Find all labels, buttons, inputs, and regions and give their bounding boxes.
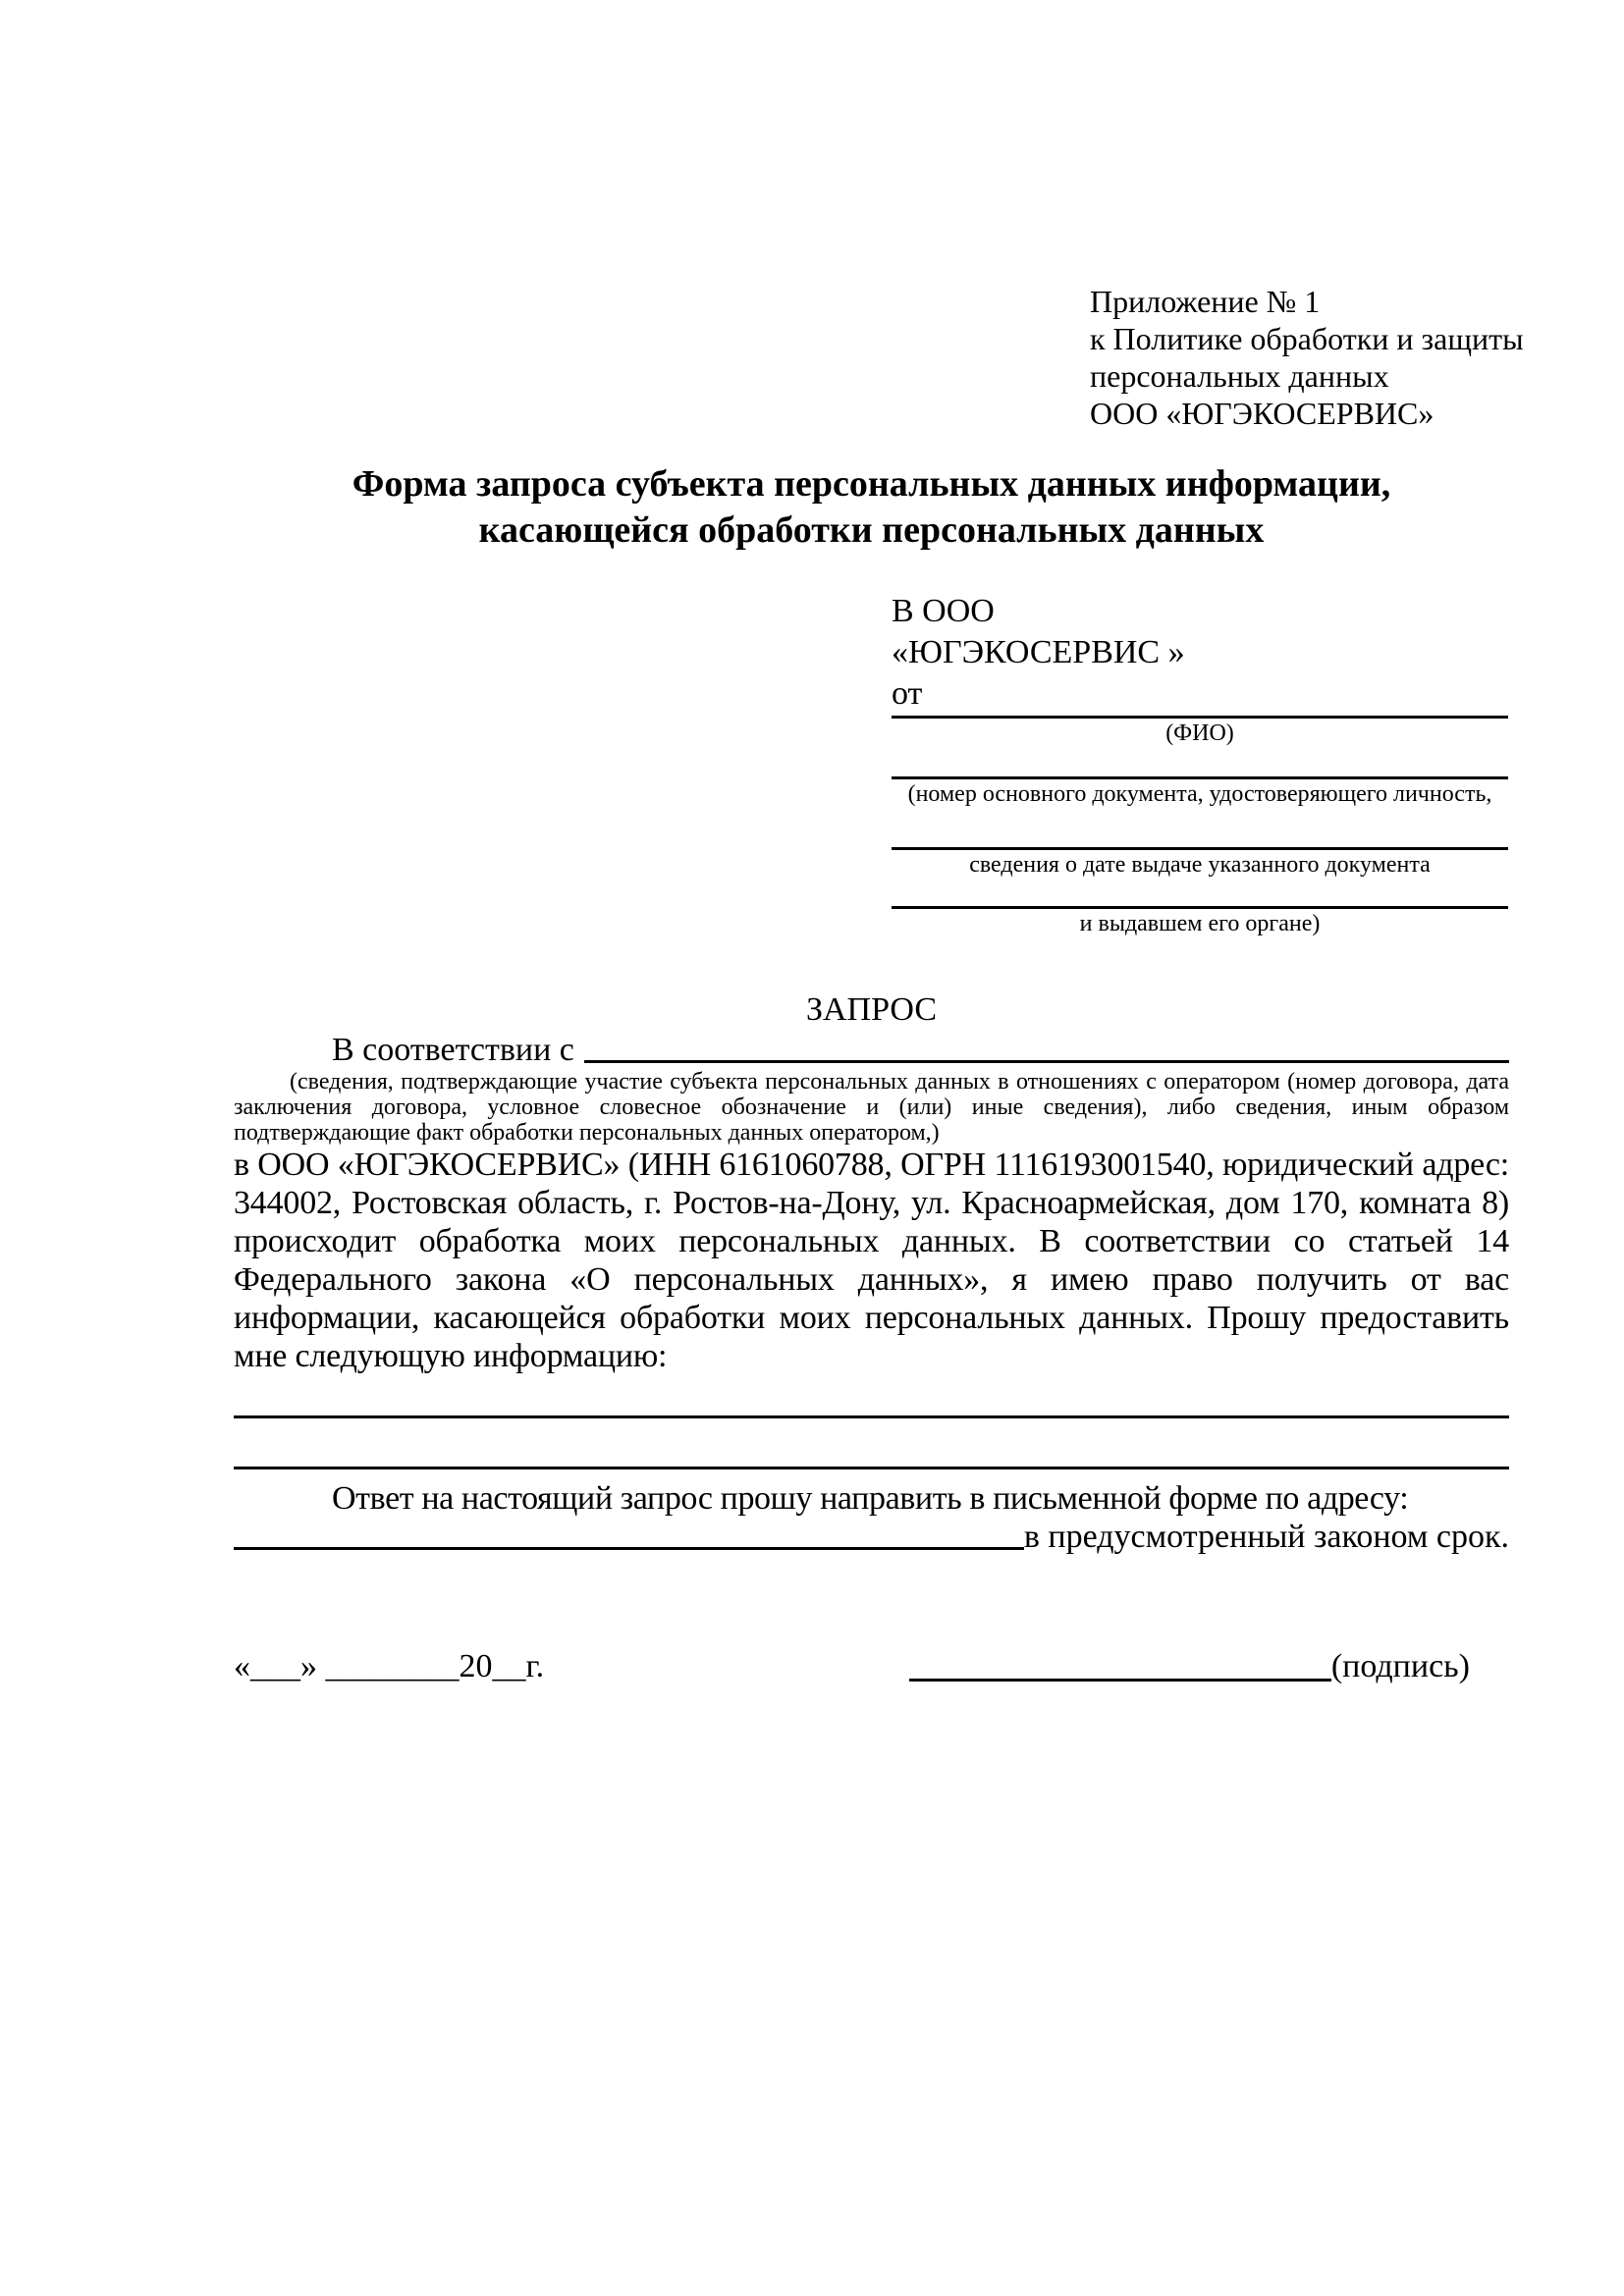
document-title-line-1: Форма запроса субъекта персональных данных информации, bbox=[352, 463, 1391, 505]
fio-caption: (ФИО) bbox=[1165, 721, 1234, 746]
footer-row bbox=[234, 1646, 1509, 1687]
date-field: «___» ________20__г. bbox=[234, 1648, 545, 1684]
response-suffix: в предусмотренный законом срок. bbox=[1023, 1519, 1509, 1555]
appendix-line-2: к Политике обработки и защиты bbox=[1090, 321, 1524, 356]
information-fill-line-2 bbox=[234, 1418, 1509, 1469]
document-title bbox=[234, 461, 1509, 554]
address-fill-line bbox=[234, 1518, 1024, 1550]
appendix-line-3: персональных данных bbox=[1090, 358, 1389, 394]
document-title-line-2: касающейся обработки персональных данных bbox=[478, 509, 1265, 551]
response-paragraph: Ответ на настоящий запрос прошу направить в письменной форме по адресу: bbox=[332, 1480, 1409, 1517]
request-intro-row bbox=[332, 1031, 1509, 1069]
issue-date-caption: сведения о дате выдаче указанного документа bbox=[969, 852, 1431, 878]
basis-fill-line bbox=[584, 1031, 1509, 1063]
appendix-block bbox=[1090, 283, 1524, 432]
signature-group bbox=[909, 1646, 1470, 1687]
addressee-from: от bbox=[892, 675, 923, 712]
issue-date-fill-line bbox=[892, 809, 1508, 850]
addressee-block bbox=[892, 591, 1508, 938]
signature-label: (подпись) bbox=[1330, 1648, 1470, 1684]
appendix-line-4: ООО «ЮГЭКОСЕРВИС» bbox=[1090, 396, 1435, 431]
response-address-row bbox=[234, 1518, 1509, 1556]
signature-fill-line bbox=[909, 1679, 1331, 1682]
request-heading: ЗАПРОС bbox=[805, 991, 938, 1028]
addressee-org: «ЮГЭКОСЕРВИС » bbox=[892, 634, 1185, 670]
document-number-caption: (номер основного документа, удостоверяющего личность, bbox=[907, 781, 1492, 807]
issuing-authority-fill-line bbox=[892, 880, 1508, 909]
request-intro-text: В соответствии с bbox=[332, 1032, 574, 1068]
document-number-fill-line bbox=[892, 748, 1508, 779]
request-note: (сведения, подтверждающие участие субъекта персональных данных в отношениях с оператором (номер договора, дата заключения договора, условное словесное обозначение и (или) иные сведения), либо сведения, иным образом подтверждающие факт обработки персональных данных оператором,) bbox=[234, 1069, 1509, 1146]
issuing-authority-caption: и выдавшем его органе) bbox=[1079, 911, 1321, 936]
addressee-to: В ООО bbox=[892, 593, 995, 629]
appendix-line-1: Приложение № 1 bbox=[1090, 284, 1321, 319]
request-body: в ООО «ЮГЭКОСЕРВИС» (ИНН 6161060788, ОГРН 1116193001540, юридический адрес: 344002, Ростовская область, г. Ростов-на-Дону, ул. Красноармейская, дом 170, комната 8) происходит обработка моих персональных данных. В соответствии со статьей 14 Федерального закона «О персональных данных», я имею право получить от вас информации, касающейся обработки моих персональных данных. Прошу предоставить мне следующую информацию: bbox=[234, 1147, 1509, 1374]
